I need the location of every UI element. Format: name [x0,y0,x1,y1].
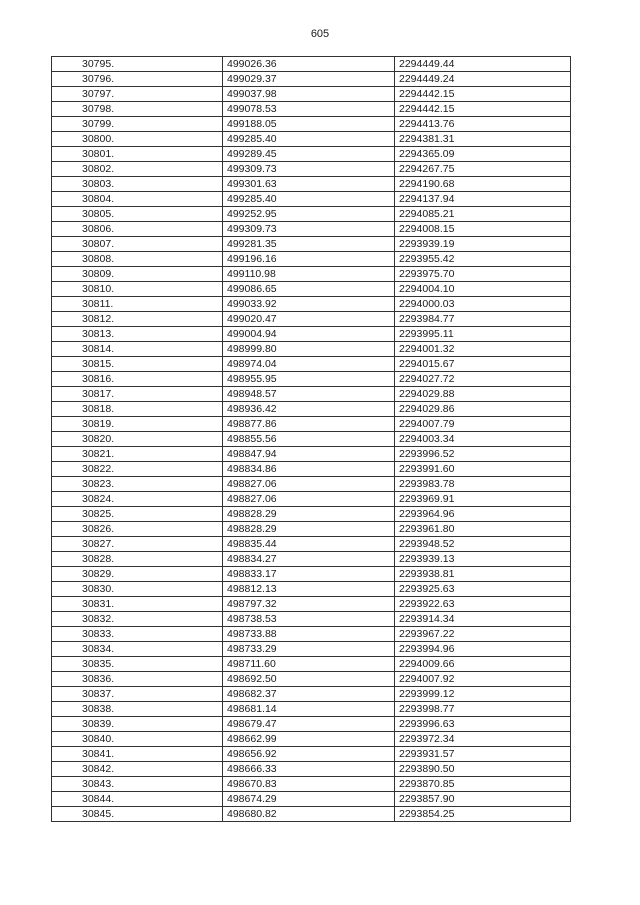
x-coordinate-cell: 498828.29 [223,507,395,522]
x-coordinate-cell: 498679.47 [223,717,395,732]
table-row [52,642,571,657]
y-coordinate-cell: 2293984.77 [395,312,571,327]
point-number-cell: 30821. [52,447,223,462]
point-number-cell: 30798. [52,102,223,117]
y-coordinate-cell: 2293955.42 [395,252,571,267]
point-number-cell: 30840. [52,732,223,747]
point-number-cell: 30822. [52,462,223,477]
point-number-cell: 30819. [52,417,223,432]
table-row [52,372,571,387]
table-row [52,462,571,477]
x-coordinate-cell: 498692.50 [223,672,395,687]
y-coordinate-cell: 2293870.85 [395,777,571,792]
table-row [52,567,571,582]
point-number-cell: 30827. [52,537,223,552]
point-number-cell: 30836. [52,672,223,687]
x-coordinate-cell: 499188.05 [223,117,395,132]
table-row [52,657,571,672]
x-coordinate-cell: 499196.16 [223,252,395,267]
point-number-cell: 30800. [52,132,223,147]
table-row [52,717,571,732]
point-number-cell: 30845. [52,807,223,822]
point-number-cell: 30796. [52,72,223,87]
x-coordinate-cell: 498733.29 [223,642,395,657]
table-row [52,687,571,702]
x-coordinate-cell: 498827.06 [223,492,395,507]
x-coordinate-cell: 498797.32 [223,597,395,612]
point-number-cell: 30801. [52,147,223,162]
y-coordinate-cell: 2294004.10 [395,282,571,297]
point-number-cell: 30802. [52,162,223,177]
point-number-cell: 30799. [52,117,223,132]
table-row [52,537,571,552]
point-number-cell: 30829. [52,567,223,582]
x-coordinate-cell: 499020.47 [223,312,395,327]
x-coordinate-cell: 498681.14 [223,702,395,717]
y-coordinate-cell: 2294381.31 [395,132,571,147]
y-coordinate-cell: 2294009.66 [395,657,571,672]
y-coordinate-cell: 2293995.11 [395,327,571,342]
table-row [52,222,571,237]
x-coordinate-cell: 498877.86 [223,417,395,432]
x-coordinate-cell: 498833.17 [223,567,395,582]
y-coordinate-cell: 2293999.12 [395,687,571,702]
point-number-cell: 30834. [52,642,223,657]
y-coordinate-cell: 2294267.75 [395,162,571,177]
point-number-cell: 30841. [52,747,223,762]
table-row [52,297,571,312]
x-coordinate-cell: 499110.98 [223,267,395,282]
point-number-cell: 30817. [52,387,223,402]
table-row [52,102,571,117]
y-coordinate-cell: 2294137.94 [395,192,571,207]
x-coordinate-cell: 499026.36 [223,57,395,72]
x-coordinate-cell: 499078.53 [223,102,395,117]
table-row [52,672,571,687]
y-coordinate-cell: 2293939.19 [395,237,571,252]
table-row [52,252,571,267]
point-number-cell: 30839. [52,717,223,732]
y-coordinate-cell: 2294015.67 [395,357,571,372]
x-coordinate-cell: 498666.33 [223,762,395,777]
coordinates-table [51,56,571,822]
point-number-cell: 30838. [52,702,223,717]
y-coordinate-cell: 2293857.90 [395,792,571,807]
point-number-cell: 30814. [52,342,223,357]
x-coordinate-cell: 499309.73 [223,162,395,177]
y-coordinate-cell: 2293925.63 [395,582,571,597]
y-coordinate-cell: 2294449.44 [395,57,571,72]
x-coordinate-cell: 499033.92 [223,297,395,312]
point-number-cell: 30837. [52,687,223,702]
y-coordinate-cell: 2293975.70 [395,267,571,282]
y-coordinate-cell: 2294442.15 [395,102,571,117]
point-number-cell: 30816. [52,372,223,387]
table-row [52,87,571,102]
point-number-cell: 30842. [52,762,223,777]
y-coordinate-cell: 2293991.60 [395,462,571,477]
table-row [52,762,571,777]
table-row [52,402,571,417]
x-coordinate-cell: 498936.42 [223,402,395,417]
y-coordinate-cell: 2294003.34 [395,432,571,447]
y-coordinate-cell: 2294442.15 [395,87,571,102]
x-coordinate-cell: 498855.56 [223,432,395,447]
point-number-cell: 30803. [52,177,223,192]
point-number-cell: 30813. [52,327,223,342]
y-coordinate-cell: 2293972.34 [395,732,571,747]
table-row [52,162,571,177]
point-number-cell: 30823. [52,477,223,492]
y-coordinate-cell: 2293996.63 [395,717,571,732]
point-number-cell: 30807. [52,237,223,252]
table-row [52,732,571,747]
x-coordinate-cell: 499029.37 [223,72,395,87]
y-coordinate-cell: 2293996.52 [395,447,571,462]
y-coordinate-cell: 2293939.13 [395,552,571,567]
y-coordinate-cell: 2293998.77 [395,702,571,717]
x-coordinate-cell: 499285.40 [223,132,395,147]
y-coordinate-cell: 2293967.22 [395,627,571,642]
x-coordinate-cell: 498828.29 [223,522,395,537]
table-row [52,267,571,282]
table-row [52,447,571,462]
point-number-cell: 30820. [52,432,223,447]
point-number-cell: 30797. [52,87,223,102]
x-coordinate-cell: 499309.73 [223,222,395,237]
x-coordinate-cell: 498682.37 [223,687,395,702]
table-row [52,177,571,192]
point-number-cell: 30815. [52,357,223,372]
table-row [52,777,571,792]
y-coordinate-cell: 2293961.80 [395,522,571,537]
point-number-cell: 30826. [52,522,223,537]
x-coordinate-cell: 499285.40 [223,192,395,207]
table-row [52,507,571,522]
point-number-cell: 30831. [52,597,223,612]
table-row [52,417,571,432]
y-coordinate-cell: 2294027.72 [395,372,571,387]
table-row [52,207,571,222]
table-row [52,522,571,537]
y-coordinate-cell: 2293983.78 [395,477,571,492]
x-coordinate-cell: 499004.94 [223,327,395,342]
table-row [52,612,571,627]
x-coordinate-cell: 499289.45 [223,147,395,162]
y-coordinate-cell: 2293938.81 [395,567,571,582]
table-row [52,492,571,507]
point-number-cell: 30805. [52,207,223,222]
y-coordinate-cell: 2294449.24 [395,72,571,87]
point-number-cell: 30824. [52,492,223,507]
x-coordinate-cell: 498834.86 [223,462,395,477]
x-coordinate-cell: 499252.95 [223,207,395,222]
y-coordinate-cell: 2294008.15 [395,222,571,237]
table-row [52,282,571,297]
table-row [52,552,571,567]
point-number-cell: 30843. [52,777,223,792]
point-number-cell: 30812. [52,312,223,327]
x-coordinate-cell: 498680.82 [223,807,395,822]
y-coordinate-cell: 2294029.86 [395,402,571,417]
table-row [52,792,571,807]
table-row [52,147,571,162]
point-number-cell: 30833. [52,627,223,642]
table-row [52,312,571,327]
x-coordinate-cell: 499086.65 [223,282,395,297]
point-number-cell: 30808. [52,252,223,267]
x-coordinate-cell: 498834.27 [223,552,395,567]
x-coordinate-cell: 498827.06 [223,477,395,492]
y-coordinate-cell: 2293964.96 [395,507,571,522]
x-coordinate-cell: 498662.99 [223,732,395,747]
x-coordinate-cell: 498711.60 [223,657,395,672]
y-coordinate-cell: 2294007.92 [395,672,571,687]
y-coordinate-cell: 2294085.21 [395,207,571,222]
point-number-cell: 30818. [52,402,223,417]
page-number: 605 [310,28,330,40]
x-coordinate-cell: 498974.04 [223,357,395,372]
y-coordinate-cell: 2294001.32 [395,342,571,357]
table-row [52,432,571,447]
y-coordinate-cell: 2294190.68 [395,177,571,192]
x-coordinate-cell: 498656.92 [223,747,395,762]
table-row [52,477,571,492]
table-row [52,807,571,822]
point-number-cell: 30832. [52,612,223,627]
table-row [52,702,571,717]
x-coordinate-cell: 499281.35 [223,237,395,252]
x-coordinate-cell: 498999.80 [223,342,395,357]
x-coordinate-cell: 498835.44 [223,537,395,552]
table-row [52,627,571,642]
x-coordinate-cell: 498670.83 [223,777,395,792]
x-coordinate-cell: 498674.29 [223,792,395,807]
point-number-cell: 30804. [52,192,223,207]
x-coordinate-cell: 499301.63 [223,177,395,192]
point-number-cell: 30809. [52,267,223,282]
point-number-cell: 30825. [52,507,223,522]
y-coordinate-cell: 2294000.03 [395,297,571,312]
y-coordinate-cell: 2294029.88 [395,387,571,402]
point-number-cell: 30844. [52,792,223,807]
x-coordinate-cell: 499037.98 [223,87,395,102]
x-coordinate-cell: 498955.95 [223,372,395,387]
point-number-cell: 30835. [52,657,223,672]
table-row [52,237,571,252]
table-row [52,192,571,207]
x-coordinate-cell: 498847.94 [223,447,395,462]
table-row [52,387,571,402]
table-row [52,582,571,597]
y-coordinate-cell: 2294007.79 [395,417,571,432]
table-row [52,597,571,612]
point-number-cell: 30806. [52,222,223,237]
table-row [52,132,571,147]
y-coordinate-cell: 2293914.34 [395,612,571,627]
x-coordinate-cell: 498738.53 [223,612,395,627]
y-coordinate-cell: 2293931.57 [395,747,571,762]
table-row [52,57,571,72]
y-coordinate-cell: 2294413.76 [395,117,571,132]
y-coordinate-cell: 2293969.91 [395,492,571,507]
coordinates-table-body [52,57,571,822]
y-coordinate-cell: 2293890.50 [395,762,571,777]
y-coordinate-cell: 2293922.63 [395,597,571,612]
table-row [52,357,571,372]
point-number-cell: 30830. [52,582,223,597]
point-number-cell: 30828. [52,552,223,567]
point-number-cell: 30810. [52,282,223,297]
table-row [52,747,571,762]
x-coordinate-cell: 498812.13 [223,582,395,597]
table-row [52,72,571,87]
y-coordinate-cell: 2294365.09 [395,147,571,162]
table-row [52,342,571,357]
x-coordinate-cell: 498733.88 [223,627,395,642]
y-coordinate-cell: 2293994.96 [395,642,571,657]
y-coordinate-cell: 2293854.25 [395,807,571,822]
table-row [52,327,571,342]
point-number-cell: 30795. [52,57,223,72]
point-number-cell: 30811. [52,297,223,312]
y-coordinate-cell: 2293948.52 [395,537,571,552]
x-coordinate-cell: 498948.57 [223,387,395,402]
table-row [52,117,571,132]
